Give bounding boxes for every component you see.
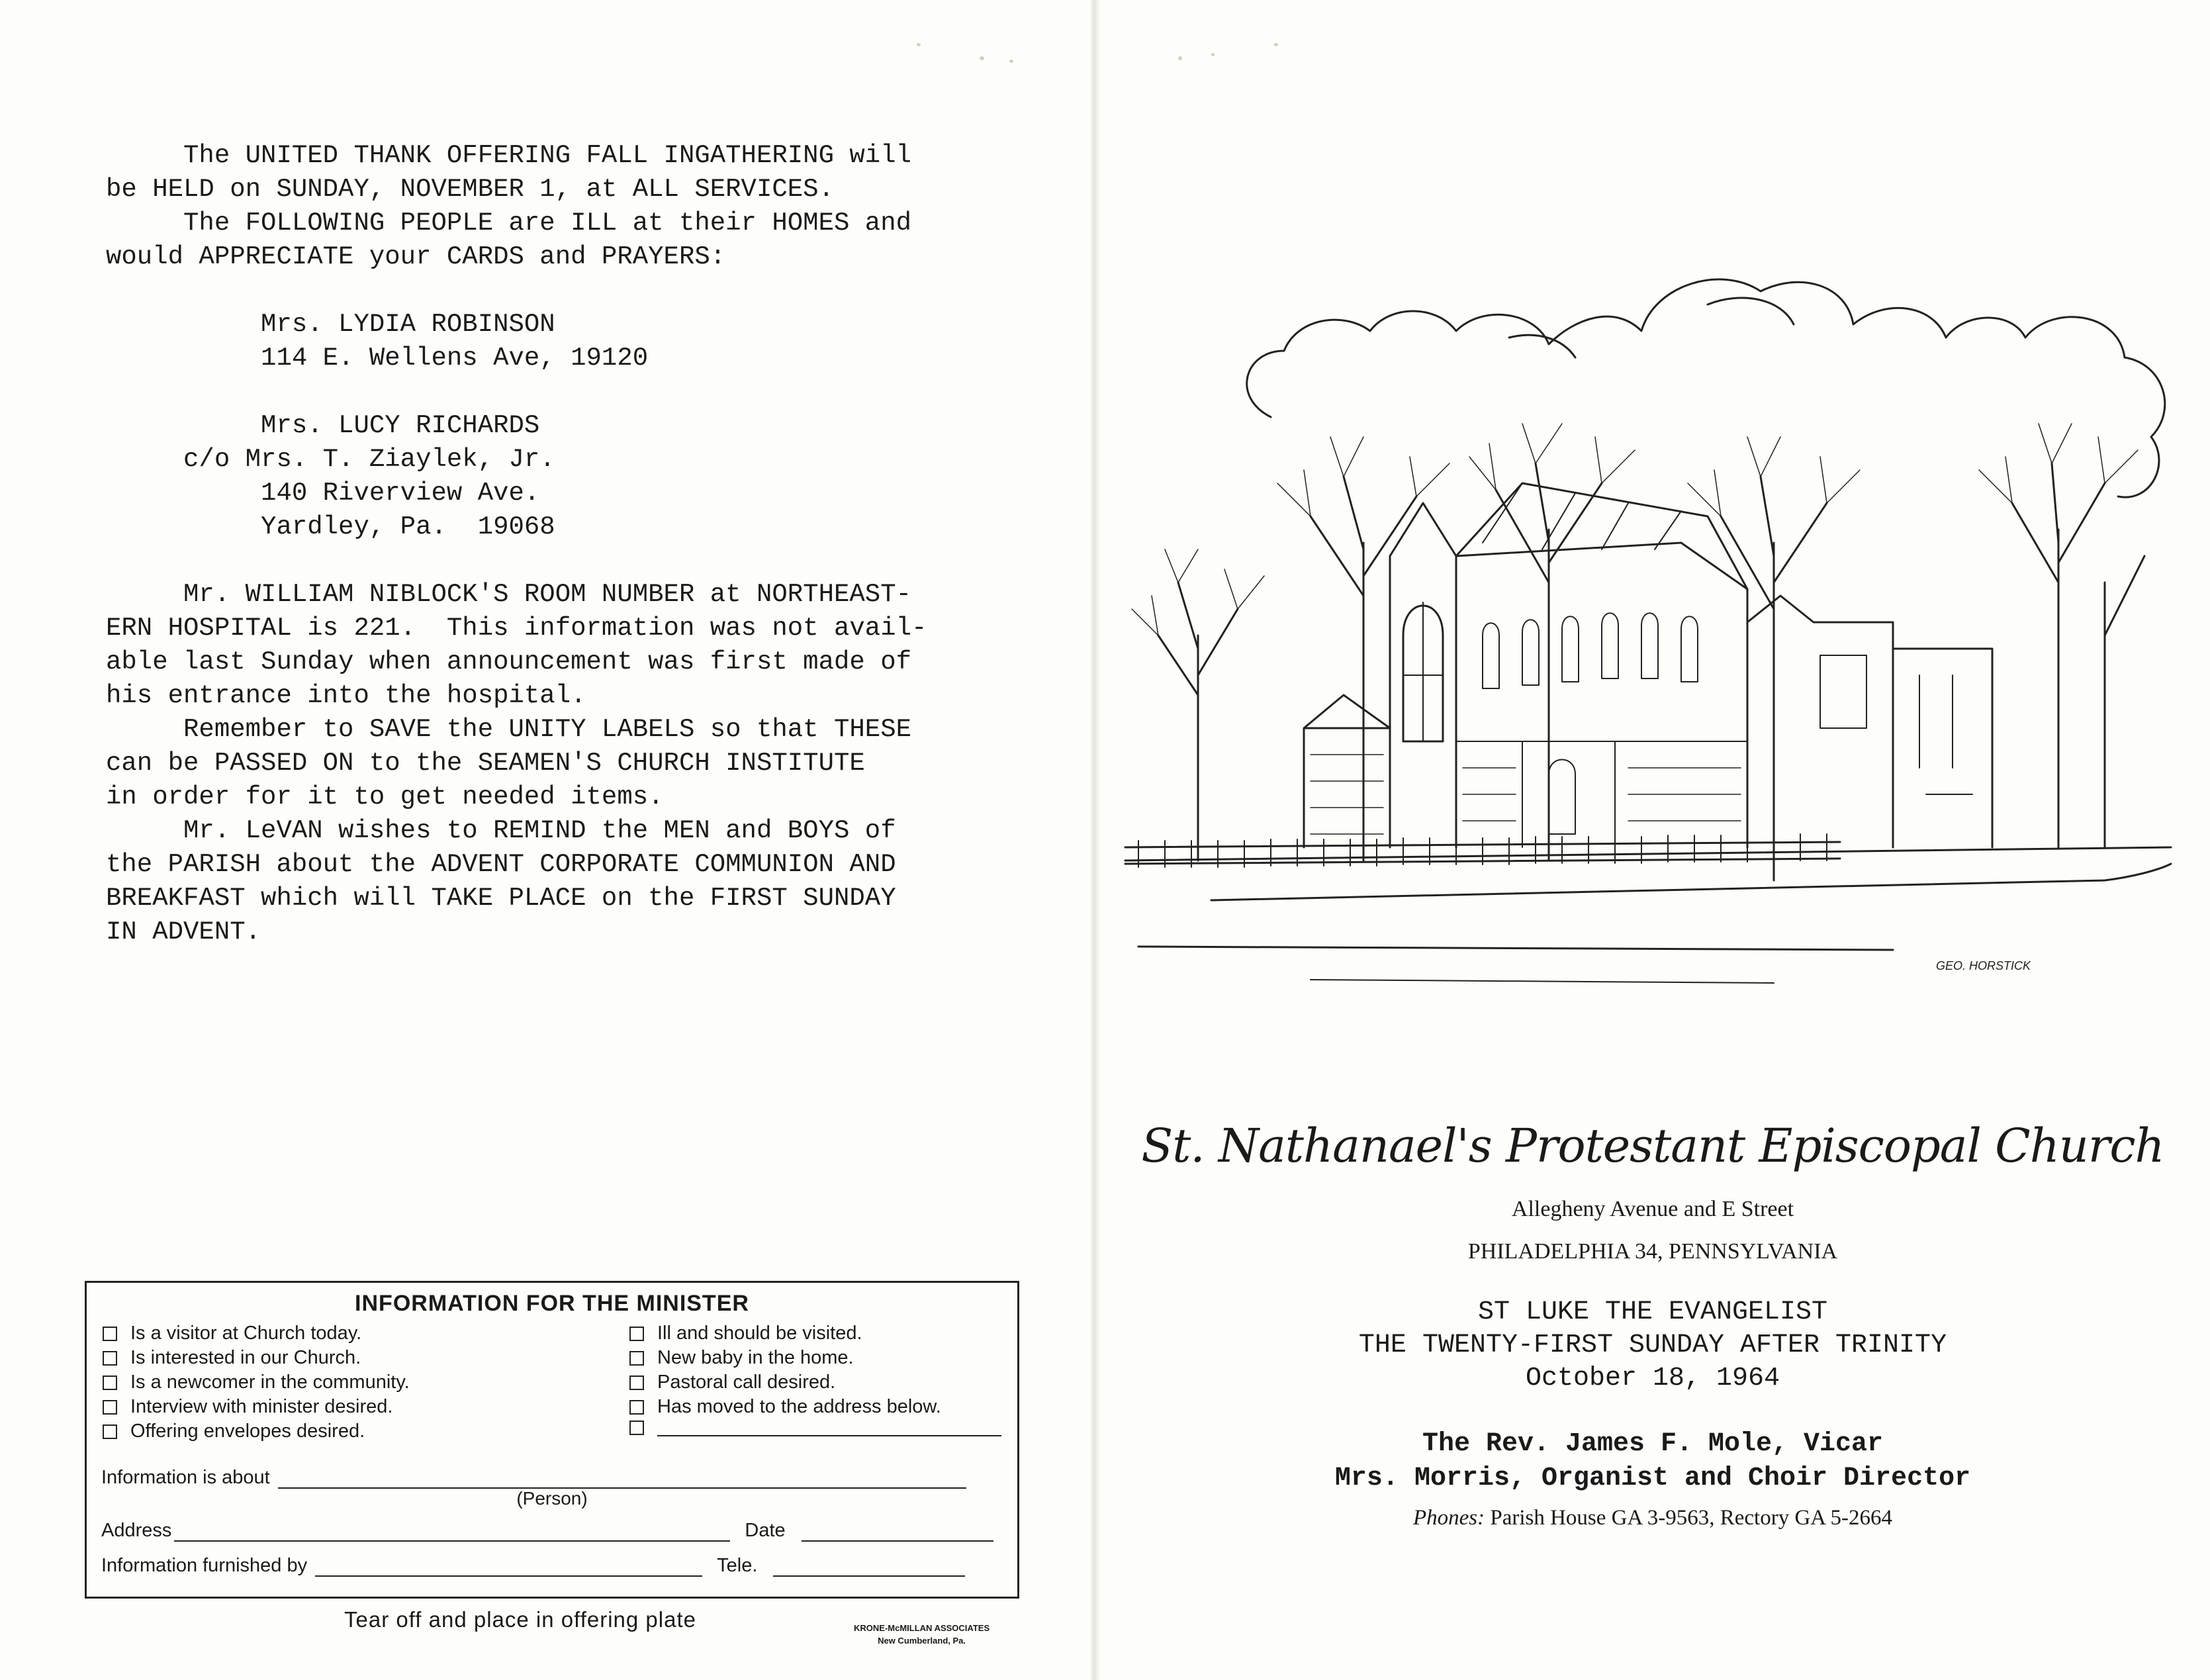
- city-address: PHILADELPHIA 34, PENNSYLVANIA: [1467, 1239, 1838, 1264]
- announcement-line: 114 E. Wellens Ave, 19120: [106, 344, 649, 373]
- artist-signature: GEO. HORSTICK: [1936, 959, 2031, 972]
- cloud-inner: [1509, 298, 1794, 357]
- checkbox-option[interactable]: [103, 1419, 410, 1444]
- date-label: Date: [745, 1520, 786, 1541]
- announcement-line: [106, 375, 1006, 409]
- sunday-title: THE TWENTY-FIRST SUNDAY AFTER TRINITY: [1358, 1330, 1947, 1360]
- info-about-label: Information is about: [101, 1467, 270, 1488]
- checkbox-label: New baby in the home.: [657, 1347, 854, 1368]
- address-field[interactable]: [174, 1523, 730, 1542]
- announcements-text: [106, 139, 1006, 949]
- checkbox-label: Ill and should be visited.: [657, 1323, 862, 1344]
- checkbox-label: Offering envelopes desired.: [130, 1421, 365, 1442]
- checkbox-label: Has moved to the address below.: [657, 1396, 941, 1417]
- speck: [980, 56, 984, 60]
- tele-field[interactable]: [773, 1558, 965, 1577]
- furnished-line: [101, 1555, 965, 1577]
- speck: [917, 43, 921, 46]
- announcement-line: his entrance into the hospital.: [106, 681, 586, 710]
- checkbox[interactable]: [629, 1327, 644, 1341]
- checkbox[interactable]: [629, 1376, 644, 1390]
- speck: [1178, 56, 1182, 60]
- announcement-line: would APPRECIATE your CARDS and PRAYERS:: [106, 242, 726, 271]
- speck: [1211, 53, 1215, 56]
- announcement-line: Mr. LeVAN wishes to REMIND the MEN and BOYS of: [106, 816, 896, 845]
- announcement-line: BREAKFAST which will TAKE PLACE on the FIRST SUNDAY: [106, 884, 896, 913]
- printer-location: New Cumberland, Pa.: [878, 1636, 966, 1646]
- announcement-line: be HELD on SUNDAY, NOVEMBER 1, at ALL SERVICES.: [106, 175, 834, 204]
- service-date: October 18, 1964: [1525, 1364, 1780, 1393]
- address-line: [101, 1520, 993, 1542]
- announcement-line: The FOLLOWING PEOPLE are ILL at their HOMES and: [106, 209, 911, 238]
- checkbox-option[interactable]: [629, 1370, 1001, 1395]
- vicar-line: The Rev. James F. Mole, Vicar: [1422, 1429, 1884, 1459]
- announcement-line: [106, 544, 1006, 578]
- tree-trunk: [2012, 463, 2105, 847]
- minister-info-form: [85, 1281, 1019, 1599]
- printer-name: KRONE-McMILLAN ASSOCIATES: [854, 1623, 990, 1633]
- checkbox[interactable]: [629, 1400, 644, 1415]
- checkbox-option-other[interactable]: [629, 1419, 1001, 1436]
- announcement-line: the PARISH about the ADVENT CORPORATE COMMUNION AND: [106, 850, 896, 879]
- phones-label: Phones:: [1412, 1506, 1485, 1530]
- checkbox[interactable]: [103, 1327, 117, 1341]
- furnished-field[interactable]: [315, 1558, 702, 1577]
- announcement-line: IN ADVENT.: [106, 917, 261, 947]
- checkbox-option[interactable]: [103, 1395, 410, 1419]
- info-about-field[interactable]: [278, 1470, 966, 1489]
- date-field[interactable]: [802, 1523, 993, 1542]
- announcement-line: Mr. WILLIAM NIBLOCK'S ROOM NUMBER at NORTHEAST-: [106, 580, 911, 609]
- tree-trunk: [1721, 477, 1827, 880]
- tele-label: Tele.: [717, 1555, 758, 1576]
- tree-trunk: [1496, 463, 1602, 861]
- checkbox[interactable]: [629, 1351, 644, 1366]
- church-illustration: [1112, 265, 2184, 993]
- checkbox-option[interactable]: [629, 1395, 1001, 1419]
- checkbox-label: Is a newcomer in the community.: [130, 1372, 410, 1393]
- info-about-line: [101, 1467, 966, 1489]
- announcement-line: in order for it to get needed items.: [106, 782, 664, 812]
- checkbox-option[interactable]: [103, 1321, 410, 1346]
- tree-trunk: [2105, 556, 2144, 847]
- sidewalk-line: [1211, 864, 2171, 900]
- announcement-line: able last Sunday when announcement was first made of: [106, 647, 911, 677]
- announcement-line: Yardley, Pa. 19068: [106, 512, 555, 541]
- tree-trunk: [1158, 583, 1238, 861]
- address-label: Address: [101, 1520, 172, 1541]
- announcement-line: 140 Riverview Ave.: [106, 479, 540, 508]
- person-label: (Person): [516, 1488, 588, 1509]
- street-address: Allegheny Avenue and E Street: [1511, 1197, 1794, 1221]
- announcement-line: ERN HOSPITAL is 221. This information was not avail-: [106, 614, 927, 643]
- announcement-line: Mrs. LYDIA ROBINSON: [106, 310, 555, 339]
- announcement-line: [106, 274, 1006, 308]
- form-title: INFORMATION FOR THE MINISTER: [355, 1291, 749, 1316]
- speck: [1274, 43, 1278, 46]
- announcement-line: Remember to SAVE the UNITY LABELS so that THESE: [106, 715, 911, 744]
- announcement-line: Mrs. LUCY RICHARDS: [106, 411, 540, 440]
- phones-line: [1095, 1506, 2210, 1530]
- phones-text: Parish House GA 3-9563, Rectory GA 5-2664: [1490, 1506, 1893, 1530]
- announcement-line: can be PASSED ON to the SEAMEN'S CHURCH INSTITUTE: [106, 749, 865, 778]
- ground-line: [1125, 847, 2171, 861]
- announcement-line: The UNITED THANK OFFERING FALL INGATHERING will: [106, 141, 911, 170]
- checkbox-option[interactable]: [103, 1370, 410, 1395]
- checkbox-label: Interview with minister desired.: [130, 1396, 393, 1417]
- speck: [1009, 60, 1013, 63]
- printer-credit: [854, 1622, 990, 1647]
- cloud-outline: [1247, 279, 2165, 497]
- checkbox-option[interactable]: [629, 1321, 1001, 1346]
- checkbox[interactable]: [103, 1351, 117, 1366]
- checkbox-option[interactable]: [629, 1346, 1001, 1370]
- organist-line: Mrs. Morris, Organist and Choir Director: [1334, 1464, 1971, 1493]
- feast-day: ST LUKE THE EVANGELIST: [1477, 1297, 1828, 1327]
- checkbox[interactable]: [629, 1421, 644, 1435]
- checkbox[interactable]: [103, 1400, 117, 1415]
- street-line: [1138, 947, 1893, 950]
- options-left-column: [103, 1321, 410, 1444]
- tear-off-instruction: Tear off and place in offering plate: [344, 1607, 696, 1632]
- furnished-label: Information furnished by: [101, 1555, 308, 1576]
- other-field[interactable]: [657, 1419, 1001, 1436]
- checkbox-option[interactable]: [103, 1346, 410, 1370]
- checkbox-label: Is a visitor at Church today.: [130, 1323, 362, 1344]
- checkbox[interactable]: [103, 1424, 117, 1439]
- options-right-column: [629, 1321, 1001, 1436]
- checkbox-label: Pastoral call desired.: [657, 1372, 836, 1393]
- tree-trunk: [1311, 477, 1416, 861]
- checkbox[interactable]: [103, 1376, 117, 1390]
- announcement-line: c/o Mrs. T. Ziaylek, Jr.: [106, 445, 555, 474]
- checkbox-label: Is interested in our Church.: [130, 1347, 361, 1368]
- church-name: St. Nathanael's Protestant Episcopal Church: [1141, 1119, 2164, 1173]
